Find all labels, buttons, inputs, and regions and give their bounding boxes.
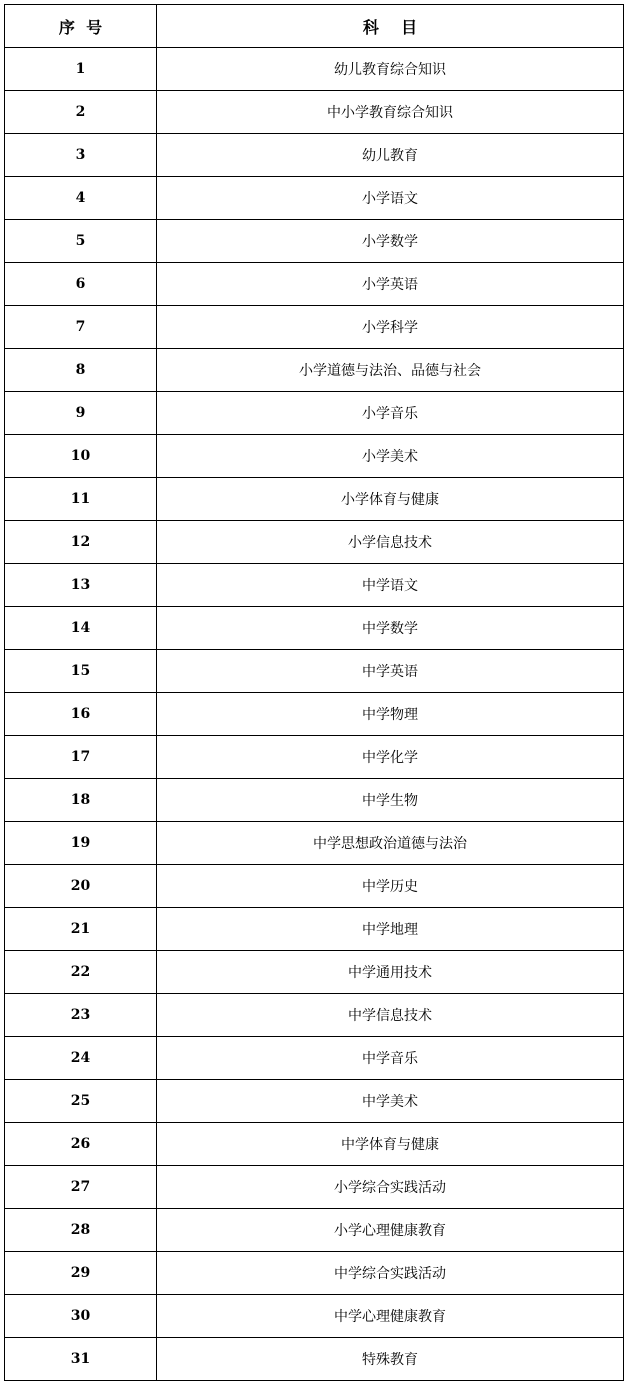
row-number: 6 [5, 263, 157, 306]
row-number: 30 [5, 1295, 157, 1338]
row-number: 15 [5, 650, 157, 693]
row-subject: 特殊教育 [157, 1338, 624, 1381]
row-number: 28 [5, 1209, 157, 1252]
table-row [5, 263, 624, 306]
row-subject: 小学心理健康教育 [157, 1209, 624, 1252]
row-number: 7 [5, 306, 157, 349]
row-number: 9 [5, 392, 157, 435]
subjects-table [4, 4, 624, 1381]
row-subject: 中学语文 [157, 564, 624, 607]
table-header-row [5, 5, 624, 48]
row-number: 27 [5, 1166, 157, 1209]
row-subject: 小学信息技术 [157, 521, 624, 564]
table-row [5, 478, 624, 521]
row-number: 1 [5, 48, 157, 91]
table-row [5, 693, 624, 736]
row-number: 4 [5, 177, 157, 220]
row-subject: 小学美术 [157, 435, 624, 478]
table-row [5, 1166, 624, 1209]
table-row [5, 650, 624, 693]
table-row [5, 521, 624, 564]
table-row [5, 392, 624, 435]
table-row [5, 306, 624, 349]
table-row [5, 564, 624, 607]
table-row [5, 607, 624, 650]
row-subject: 小学体育与健康 [157, 478, 624, 521]
table-body [5, 48, 624, 1381]
row-subject: 小学道德与法治、品德与社会 [157, 349, 624, 392]
row-number: 3 [5, 134, 157, 177]
row-subject: 中学历史 [157, 865, 624, 908]
row-number: 31 [5, 1338, 157, 1381]
row-number: 16 [5, 693, 157, 736]
table-row [5, 177, 624, 220]
table-row [5, 1209, 624, 1252]
row-number: 22 [5, 951, 157, 994]
table-row [5, 1295, 624, 1338]
row-subject: 小学语文 [157, 177, 624, 220]
row-number: 23 [5, 994, 157, 1037]
row-subject: 中学化学 [157, 736, 624, 779]
table-row [5, 1080, 624, 1123]
row-number: 10 [5, 435, 157, 478]
row-subject: 中学通用技术 [157, 951, 624, 994]
table-row [5, 1252, 624, 1295]
table-row [5, 908, 624, 951]
row-number: 2 [5, 91, 157, 134]
row-number: 17 [5, 736, 157, 779]
row-subject: 中学综合实践活动 [157, 1252, 624, 1295]
row-number: 5 [5, 220, 157, 263]
row-subject: 中学信息技术 [157, 994, 624, 1037]
row-number: 14 [5, 607, 157, 650]
table-row [5, 349, 624, 392]
row-subject: 中小学教育综合知识 [157, 91, 624, 134]
row-subject: 中学体育与健康 [157, 1123, 624, 1166]
row-subject: 中学音乐 [157, 1037, 624, 1080]
row-number: 20 [5, 865, 157, 908]
row-subject: 中学地理 [157, 908, 624, 951]
row-subject: 小学英语 [157, 263, 624, 306]
row-subject: 幼儿教育综合知识 [157, 48, 624, 91]
row-subject: 幼儿教育 [157, 134, 624, 177]
row-subject: 中学数学 [157, 607, 624, 650]
row-subject: 中学英语 [157, 650, 624, 693]
row-number: 21 [5, 908, 157, 951]
table-row [5, 865, 624, 908]
row-subject: 小学综合实践活动 [157, 1166, 624, 1209]
table-row [5, 822, 624, 865]
row-number: 13 [5, 564, 157, 607]
row-subject: 小学音乐 [157, 392, 624, 435]
table-row [5, 1338, 624, 1381]
row-number: 26 [5, 1123, 157, 1166]
row-subject: 小学科学 [157, 306, 624, 349]
table-row [5, 220, 624, 263]
row-number: 19 [5, 822, 157, 865]
row-number: 8 [5, 349, 157, 392]
table-row [5, 736, 624, 779]
table-row [5, 91, 624, 134]
row-subject: 中学心理健康教育 [157, 1295, 624, 1338]
row-number: 18 [5, 779, 157, 822]
table-row [5, 779, 624, 822]
table-row [5, 994, 624, 1037]
row-number: 29 [5, 1252, 157, 1295]
row-subject: 中学思想政治道德与法治 [157, 822, 624, 865]
table-row [5, 951, 624, 994]
header-number: 序 号 [5, 5, 157, 48]
table-row [5, 1037, 624, 1080]
header-subject: 科 目 [157, 5, 624, 48]
row-subject: 小学数学 [157, 220, 624, 263]
row-number: 12 [5, 521, 157, 564]
table-row [5, 134, 624, 177]
table-row [5, 1123, 624, 1166]
row-subject: 中学生物 [157, 779, 624, 822]
row-number: 24 [5, 1037, 157, 1080]
row-subject: 中学物理 [157, 693, 624, 736]
table-row [5, 435, 624, 478]
table-row [5, 48, 624, 91]
row-subject: 中学美术 [157, 1080, 624, 1123]
row-number: 11 [5, 478, 157, 521]
row-number: 25 [5, 1080, 157, 1123]
